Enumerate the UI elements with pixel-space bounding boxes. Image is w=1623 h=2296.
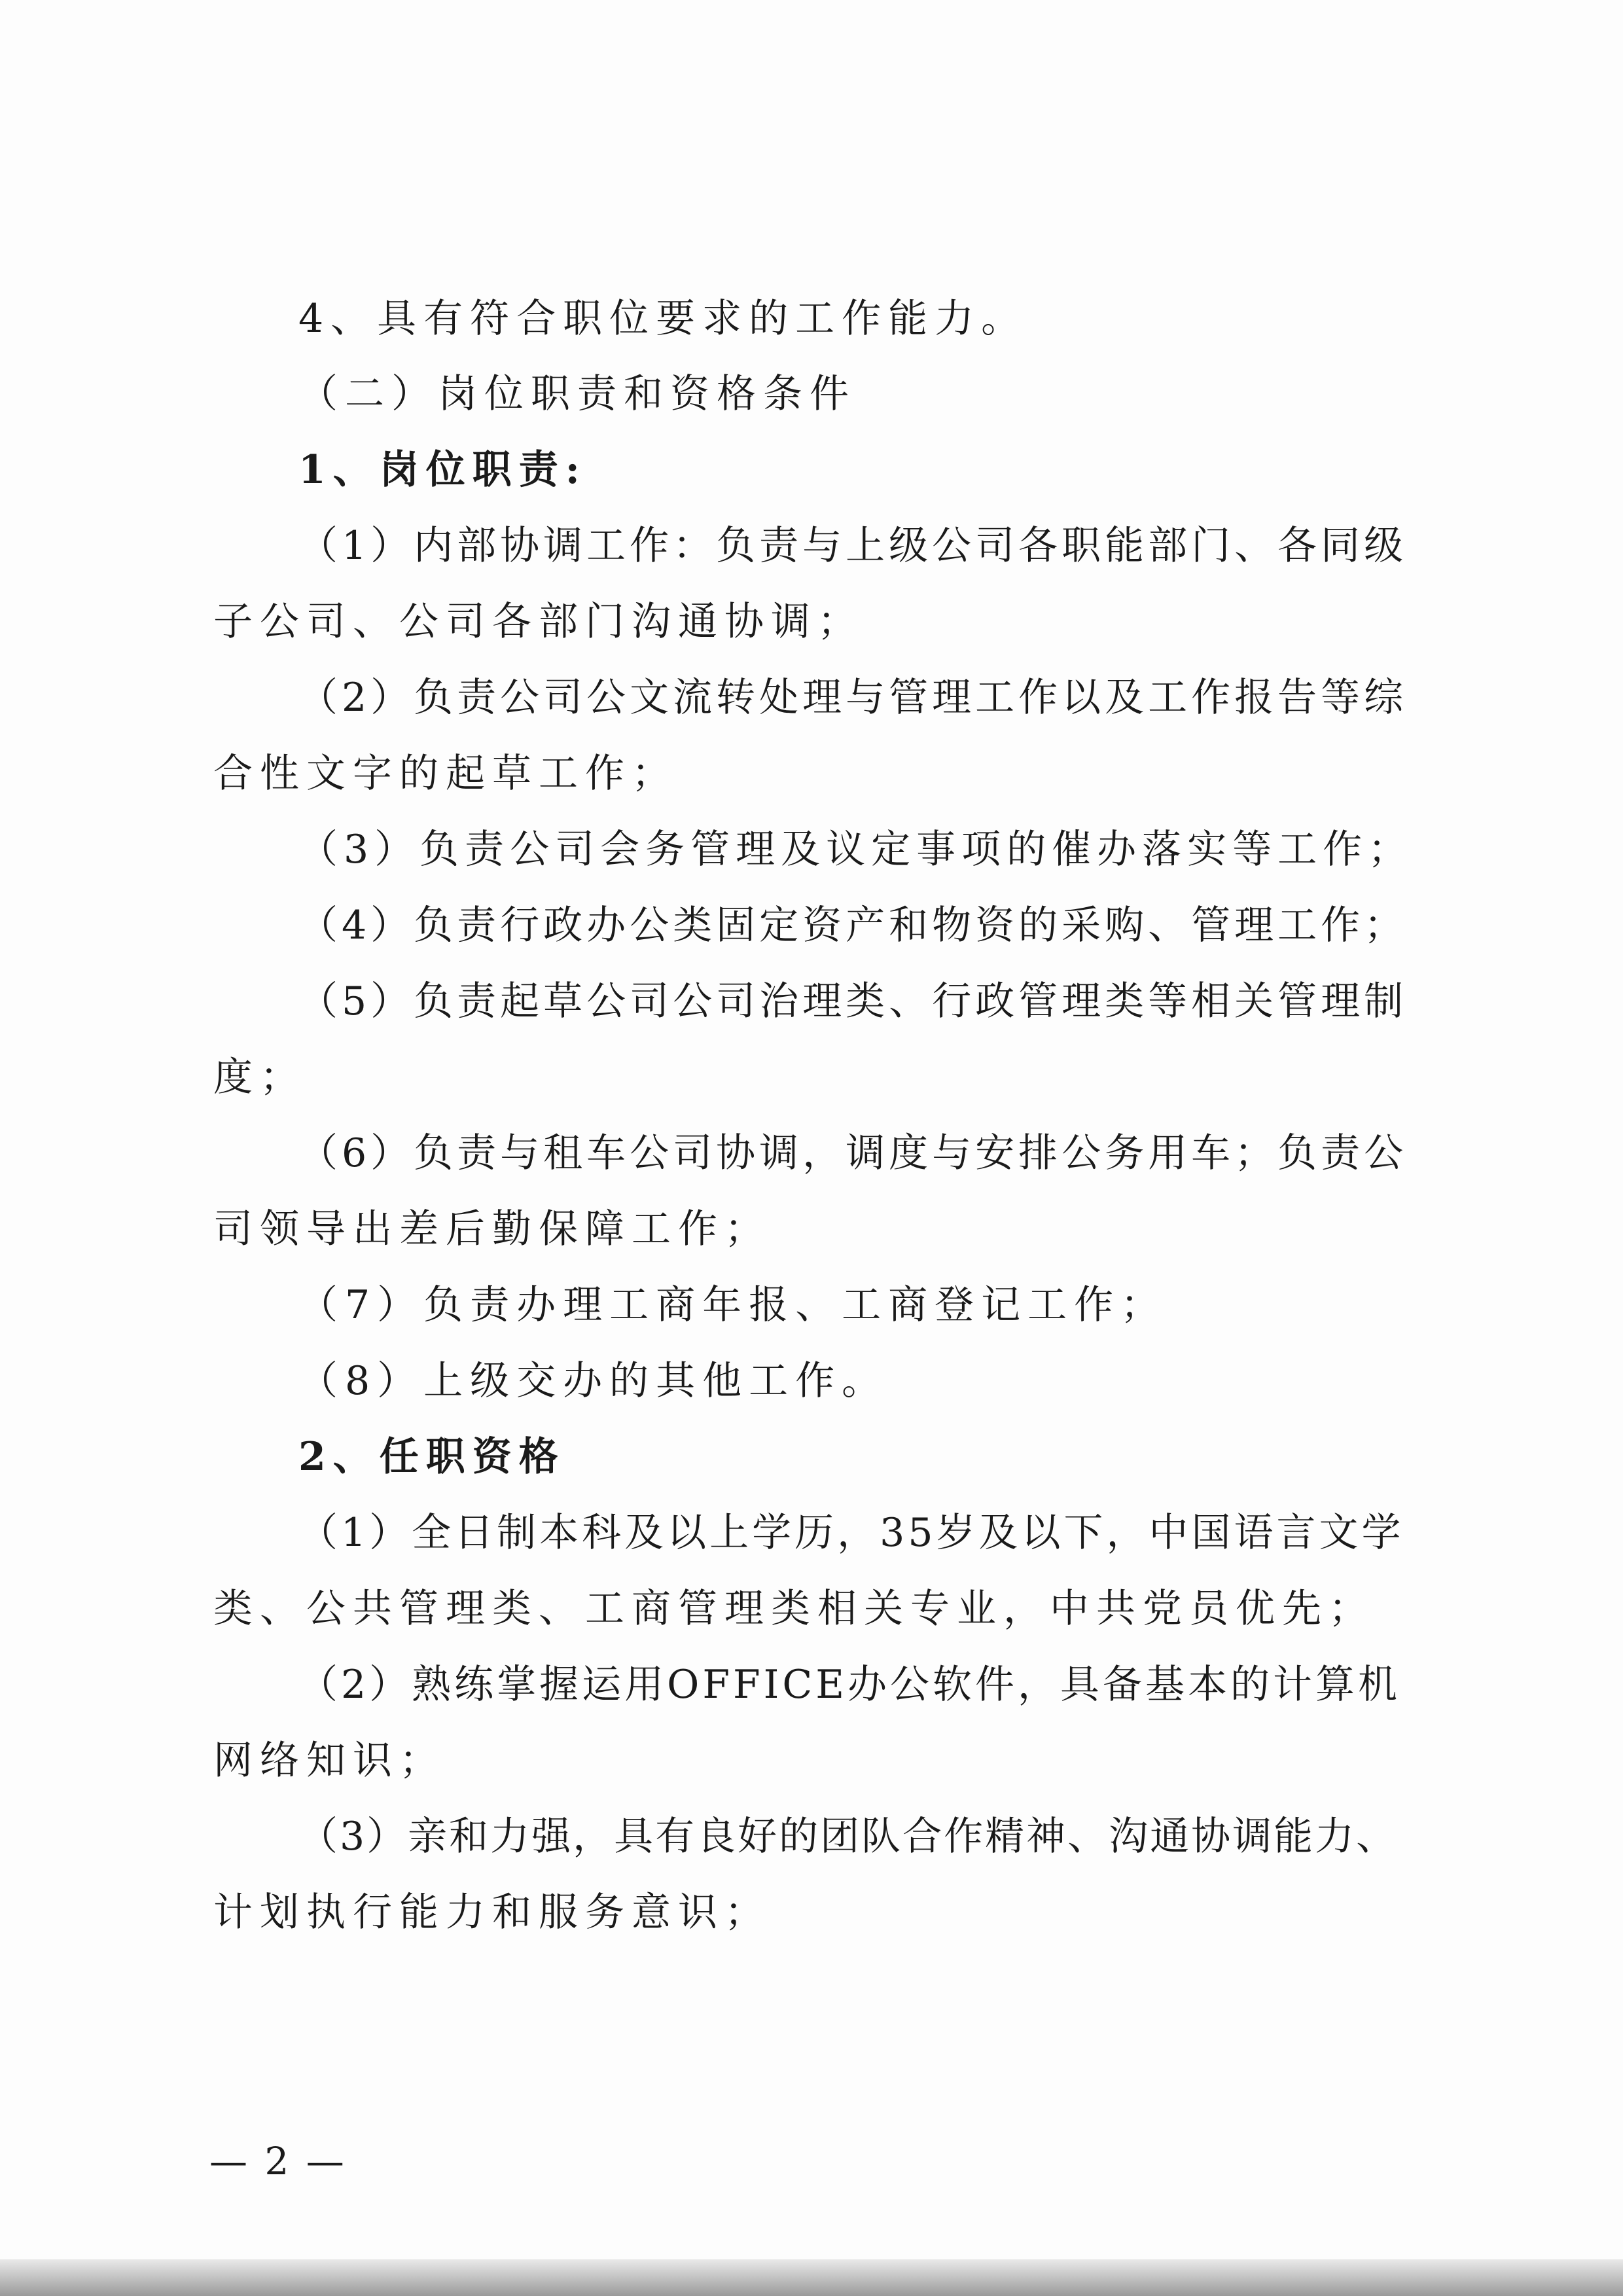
paragraph-line: （3）亲和力强，具有良好的团队合作精神、沟通协调能力、 xyxy=(298,1814,1398,1859)
paragraph-line: （5）负责起草公司公司治理类、行政管理类等相关管理制 xyxy=(298,978,1408,1024)
section-heading: （二）岗位职责和资格条件 xyxy=(298,371,856,417)
scan-edge xyxy=(0,2259,1623,2296)
paragraph-line: 4、具有符合职位要求的工作能力。 xyxy=(298,296,1028,342)
paragraph-line: 网络知识； xyxy=(213,1738,446,1784)
paragraph-line: （1）全日制本科及以上学历，35岁及以下，中国语言文学 xyxy=(298,1510,1404,1556)
paragraph-line: 计划执行能力和服务意识； xyxy=(213,1890,771,1935)
subsection-heading: 1、岗位职责: xyxy=(298,447,587,493)
paragraph-line: 度； xyxy=(213,1054,306,1100)
page-number: — 2 — xyxy=(209,2139,347,2183)
paragraph-line: 子公司、公司各部门沟通协调； xyxy=(213,599,864,645)
paragraph-line: （4）负责行政办公类固定资产和物资的采购、管理工作； xyxy=(298,903,1408,948)
paragraph-line: （2）熟练掌握运用OFFICE办公软件，具备基本的计算机 xyxy=(298,1662,1401,1708)
paragraph-line: 合性文字的起草工作； xyxy=(213,751,678,797)
paragraph-line: 司领导出差后勤保障工作； xyxy=(213,1206,771,1252)
paragraph-line: （7）负责办理工商年报、工商登记工作； xyxy=(298,1282,1168,1328)
subsection-heading: 2、任职资格 xyxy=(298,1434,565,1480)
paragraph-line: 类、公共管理类、工商管理类相关专业，中共党员优先； xyxy=(213,1586,1375,1632)
paragraph-line: （3）负责公司会务管理及议定事项的催办落实等工作； xyxy=(298,827,1414,872)
paragraph-line: （6）负责与租车公司协调，调度与安排公务用车；负责公 xyxy=(298,1130,1408,1176)
paragraph-line: （1）内部协调工作：负责与上级公司各职能部门、各同级 xyxy=(298,523,1408,569)
paragraph-line: （2）负责公司公文流转处理与管理工作以及工作报告等综 xyxy=(298,675,1408,721)
paragraph-line: （8）上级交办的其他工作。 xyxy=(298,1358,889,1404)
